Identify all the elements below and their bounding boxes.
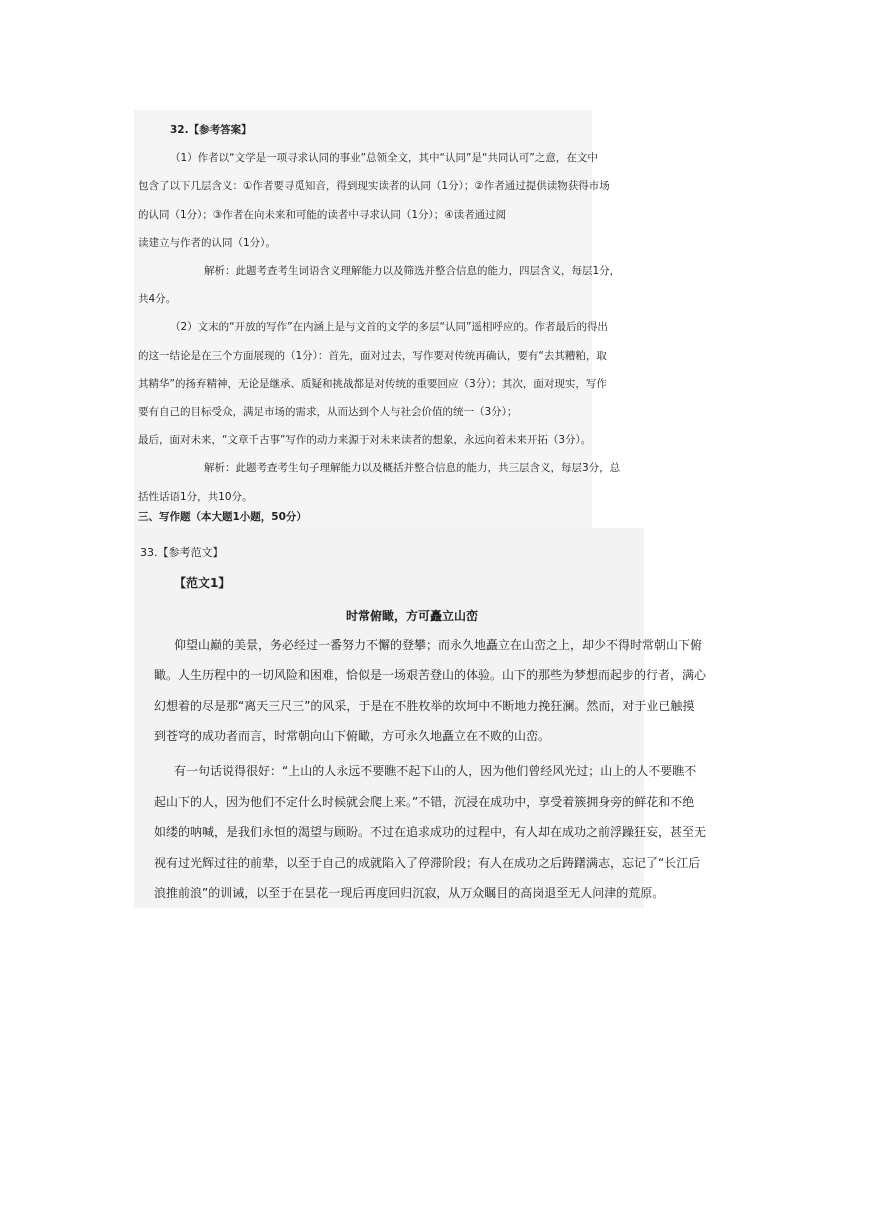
q32-p2-line: 要有自己的目标受众，满足市场的需求，从而达到个人与社会价值的统一（3分）； (138, 406, 518, 418)
q32-p1-line: 包含了以下几层含义：①作者要寻觅知音，得到现实读者的认同（1分）；②作者通过提供读物获得市场 (138, 180, 610, 192)
q32-heading: 32.【参考答案】 (170, 124, 252, 136)
essay-para2-line: 如缕的呐喊，是我们永恒的渴望与顾盼。不过在追求成功的过程中，有人却在成功之前浮躁狂妄，甚至无 (154, 825, 707, 839)
q32-analysis2-line: 括性话语1分，共10分。 (138, 491, 253, 503)
essay-para2-line: 起山下的人，因为他们不定什么时候就会爬上来。”不错，沉浸在成功中，享受着簇拥身旁的鲜花和不绝 (154, 795, 695, 809)
q32-p1-line: （1）作者以“文学是一项寻求认同的事业”总领全文，其中“认同”是“共同认可”之意，在文中 (170, 152, 598, 164)
q32-analysis1-line: 解析：此题考查考生词语含义理解能力以及筛选并整合信息的能力，四层含义，每层1分， (204, 265, 621, 277)
q33-heading: 33.【参考范文】 (140, 546, 224, 559)
essay-para1-line: 瞰。人生历程中的一切风险和困难，恰似是一场艰苦登山的体验。山下的那些为梦想而起步的行者，满心 (154, 668, 707, 682)
q32-p2-line: 其精华”的扬弃精神，无论是继承、质疑和挑战都是对传统的重要回应（3分）；其次，面对现实，写作 (138, 378, 607, 390)
essay-para2-line: 视有过光辉过往的前辈，以至于自己的成就陷入了停滞阶段；有人在成功之后踌躇满志，忘记了“长江后 (154, 856, 701, 870)
essay-para1-line: 幻想着的尽是那“离天三尺三”的风采，于是在不胜枚举的坎坷中不断地力挽狂澜。然而，对于业已触摸 (154, 699, 695, 713)
q32-p1-line: 的认同（1分）；③作者在向未来和可能的读者中寻求认同（1分）；④读者通过阅 (138, 209, 507, 221)
q32-p2-line: （2）文末的“开放的写作”在内涵上是与文首的文学的多层“认同”遥相呼应的。作者最后的得出 (170, 321, 608, 333)
essay-para1-line: 仰望山巅的美景，务必经过一番努力不懈的登攀；而永久地矗立在山峦之上，却少不得时常朝山下俯 (174, 638, 703, 652)
essay-para2-line: 有一句话说得很好：“上山的人永远不要瞧不起下山的人，因为他们曾经风光过；山上的人不要瞧不 (174, 764, 697, 778)
section-3-heading: 三、写作题（本大题1小题，50分） (138, 511, 307, 523)
q32-analysis2-line: 解析：此题考查考生句子理解能力以及概括并整合信息的能力，共三层含义，每层3分，总 (204, 462, 621, 474)
essay-title: 时常俯瞰，方可矗立山峦 (346, 609, 479, 623)
q32-p2-line: 的这一结论是在三个方面展现的（1分）：首先，面对过去，写作要对传统再确认，要有“去其糟粕，取 (138, 350, 607, 362)
sample-essay-label: 【范文1】 (174, 576, 231, 590)
essay-para2-line: 浪推前浪”的训诫，以至于在昙花一现后再度回归沉寂，从万众瞩目的高岗退至无人问津的荒原。 (154, 886, 665, 900)
q32-p2-line: 最后，面对未来，“文章千古事”写作的动力来源于对未来读者的想象，永远向着未来开拓（3分）。 (138, 434, 592, 446)
q32-p1-line: 读建立与作者的认同（1分）。 (138, 237, 276, 249)
essay-para1-line: 到苍穹的成功者而言，时常朝向山下俯瞰，方可永久地矗立在不败的山峦。 (154, 729, 551, 743)
q32-analysis1-line: 共4分。 (138, 293, 177, 305)
